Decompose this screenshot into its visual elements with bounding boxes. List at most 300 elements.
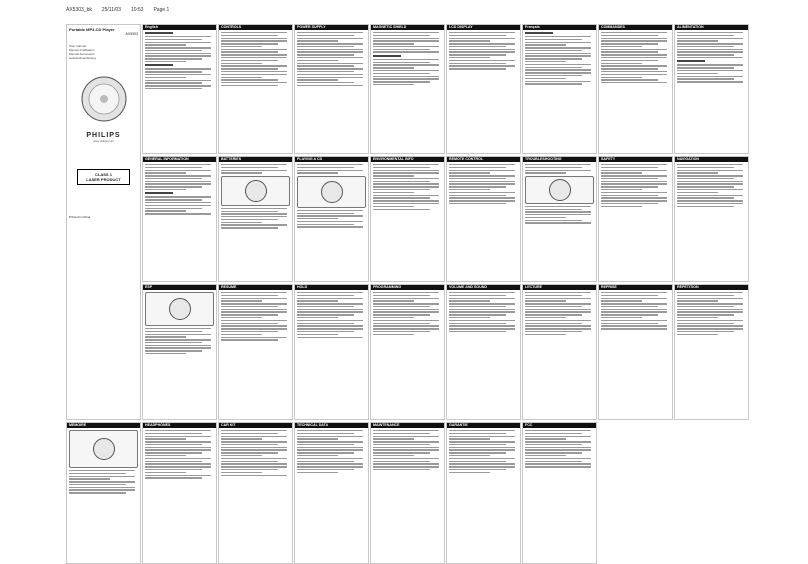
panel-5 — [522, 24, 597, 154]
cd-figure — [297, 176, 366, 208]
text-line — [525, 325, 591, 326]
text-line — [373, 292, 439, 293]
text-line — [297, 436, 363, 437]
cover-code: AX5303 — [125, 32, 138, 36]
text-line — [525, 306, 582, 307]
text-line — [677, 175, 743, 176]
text-line — [525, 331, 582, 332]
panel-title: HEADPHONES — [143, 423, 216, 428]
text-line — [221, 35, 278, 36]
text-line — [601, 306, 658, 307]
panel-3 — [370, 24, 445, 154]
text-line — [69, 473, 126, 474]
text-line — [449, 54, 506, 55]
text-line — [297, 328, 363, 329]
text-line — [221, 461, 278, 462]
text-line — [373, 38, 439, 39]
text-line — [449, 463, 515, 464]
headphones-figure — [69, 430, 138, 468]
text-line — [373, 35, 430, 36]
text-line — [449, 458, 515, 459]
text-line — [297, 295, 354, 296]
panel-title: LCD DISPLAY — [447, 25, 520, 30]
text-line — [601, 43, 658, 44]
panel-26 — [218, 422, 293, 564]
text-line — [221, 452, 278, 453]
text-line — [145, 88, 202, 89]
text-line — [677, 200, 743, 201]
text-line — [145, 44, 186, 45]
text-line — [145, 430, 211, 431]
text-line — [297, 224, 354, 225]
text-line — [601, 175, 667, 176]
text-line — [297, 458, 363, 459]
text-line — [525, 206, 591, 207]
text-line — [525, 209, 582, 210]
text-line — [145, 77, 186, 78]
text-line — [373, 306, 430, 307]
text-line — [297, 433, 354, 434]
text-line — [297, 438, 338, 439]
text-line — [145, 353, 186, 354]
text-line — [525, 438, 566, 439]
text-line — [221, 337, 287, 338]
battery-figure — [221, 176, 290, 206]
text-line — [677, 325, 743, 326]
text-line — [677, 40, 718, 41]
panel-title: MAINTENANCE — [371, 423, 444, 428]
text-line — [601, 314, 658, 315]
text-line — [145, 452, 202, 453]
text-line — [69, 492, 126, 493]
text-line — [525, 75, 582, 76]
text-line — [525, 461, 582, 462]
subheading — [525, 32, 553, 34]
cover-contents — [69, 44, 138, 60]
text-line — [297, 452, 354, 453]
text-line — [221, 469, 278, 470]
panel-title: BATTERIES — [219, 157, 292, 162]
text-line — [601, 68, 658, 69]
text-line — [601, 74, 667, 75]
text-line — [449, 331, 506, 332]
player-disc-icon — [93, 438, 115, 460]
text-line — [145, 170, 211, 171]
text-line — [677, 317, 718, 318]
text-line — [145, 58, 202, 59]
text-line — [297, 170, 363, 171]
text-line — [373, 438, 414, 439]
panel-6 — [598, 24, 673, 154]
text-line — [373, 183, 439, 184]
text-line — [449, 452, 506, 453]
text-line — [373, 441, 439, 442]
text-line — [373, 430, 439, 431]
text-line — [221, 224, 287, 225]
text-line — [677, 51, 743, 52]
text-line — [145, 455, 186, 456]
text-line — [677, 57, 743, 58]
text-line — [221, 32, 287, 33]
text-line — [449, 203, 506, 204]
text-line — [221, 339, 278, 340]
text-line — [145, 328, 211, 329]
panel-8 — [142, 156, 217, 282]
text-line — [69, 476, 135, 477]
text-line — [297, 311, 363, 312]
text-line — [525, 217, 566, 218]
text-line — [601, 203, 658, 204]
text-line — [449, 57, 490, 58]
text-line — [677, 295, 734, 296]
text-line — [373, 463, 439, 464]
text-line — [221, 292, 287, 293]
panel-29 — [446, 422, 521, 564]
text-line — [145, 336, 186, 337]
panel-title: REMOTE CONTROL — [447, 157, 520, 162]
text-line — [373, 203, 439, 204]
text-line — [145, 61, 186, 62]
panel-0 — [142, 24, 217, 154]
text-line — [373, 309, 439, 310]
text-line — [373, 303, 439, 304]
text-line — [525, 220, 582, 221]
text-line — [677, 206, 734, 207]
text-line — [677, 43, 743, 44]
text-line — [373, 300, 414, 301]
text-line — [449, 317, 490, 318]
text-line — [449, 197, 515, 198]
subheading — [145, 192, 173, 194]
text-line — [373, 195, 439, 196]
text-line — [525, 81, 591, 82]
text-line — [677, 203, 743, 204]
text-line — [373, 178, 439, 179]
text-line — [145, 53, 211, 54]
text-line — [221, 320, 287, 321]
text-line — [221, 306, 278, 307]
text-line — [145, 475, 211, 476]
text-line — [373, 206, 414, 207]
text-line — [677, 309, 743, 310]
text-line — [677, 70, 743, 71]
text-line — [221, 466, 287, 467]
text-line — [449, 63, 506, 64]
text-line — [297, 441, 363, 442]
text-line — [297, 472, 338, 473]
text-line — [677, 73, 718, 74]
text-line — [145, 342, 202, 343]
text-line — [297, 323, 354, 324]
panel-title: COMMANDES — [599, 25, 672, 30]
text-line — [373, 323, 430, 324]
text-line — [677, 197, 734, 198]
text-line — [297, 317, 338, 318]
text-line — [373, 186, 439, 187]
text-line — [373, 461, 430, 462]
text-line — [449, 175, 515, 176]
text-line — [373, 328, 439, 329]
text-line — [145, 172, 186, 173]
text-line — [601, 65, 667, 66]
text-line — [69, 481, 135, 482]
text-line — [373, 325, 439, 326]
panel-19 — [370, 284, 445, 420]
text-line — [373, 452, 430, 453]
text-line — [449, 455, 490, 456]
text-line — [221, 449, 287, 450]
text-line — [525, 50, 582, 51]
text-line — [601, 206, 642, 207]
text-line — [297, 46, 354, 47]
panel-14 — [598, 156, 673, 282]
text-line — [677, 76, 743, 77]
text-line — [449, 38, 515, 39]
display-figure — [525, 176, 594, 204]
text-line — [525, 53, 591, 54]
text-line — [221, 309, 287, 310]
text-line — [449, 43, 515, 44]
text-line — [221, 303, 287, 304]
text-line — [525, 222, 591, 223]
text-line — [601, 328, 667, 329]
text-line — [449, 430, 515, 431]
text-line — [373, 209, 430, 210]
text-line — [677, 181, 743, 182]
text-line — [525, 211, 591, 212]
panel-7 — [674, 24, 749, 154]
text-line — [525, 317, 566, 318]
panel-1 — [218, 24, 293, 154]
text-line — [601, 60, 658, 61]
text-line — [297, 298, 363, 299]
text-line — [677, 331, 734, 332]
text-line — [297, 51, 363, 52]
text-line — [449, 32, 515, 33]
text-line — [373, 449, 439, 450]
text-line — [373, 167, 430, 168]
text-line — [221, 438, 262, 439]
text-line — [601, 303, 667, 304]
text-line — [373, 43, 414, 44]
text-line — [677, 298, 743, 299]
text-line — [449, 449, 515, 450]
text-line — [677, 186, 734, 187]
panel-21 — [522, 284, 597, 420]
text-line — [373, 334, 414, 335]
text-line — [221, 298, 287, 299]
text-line — [373, 59, 439, 60]
text-line — [297, 461, 354, 462]
text-line — [373, 76, 439, 77]
text-line — [677, 64, 743, 65]
text-line — [677, 192, 718, 193]
text-line — [601, 46, 642, 47]
text-line — [297, 172, 338, 173]
text-line — [145, 196, 211, 197]
panel-title: TROUBLESHOOTING — [523, 157, 596, 162]
text-line — [221, 60, 278, 61]
text-line — [525, 172, 566, 173]
panel-title: TECHNICAL DATA — [295, 423, 368, 428]
text-line — [297, 210, 363, 211]
text-line — [677, 300, 718, 301]
panel-12 — [446, 156, 521, 282]
text-line — [297, 331, 354, 332]
text-line — [677, 54, 734, 55]
text-line — [373, 317, 414, 318]
text-line — [297, 85, 363, 86]
text-line — [525, 292, 591, 293]
text-line — [525, 447, 591, 448]
panel-16 — [142, 284, 217, 420]
text-line — [221, 458, 287, 459]
text-line — [449, 195, 506, 196]
text-line — [373, 181, 430, 182]
text-line — [449, 311, 515, 312]
text-line — [221, 170, 287, 171]
text-line — [601, 167, 658, 168]
panel-10 — [294, 156, 369, 282]
text-line — [145, 68, 211, 69]
text-line — [525, 466, 591, 467]
panel-title: HOLD — [295, 285, 368, 290]
text-line — [297, 449, 363, 450]
text-line — [449, 178, 506, 179]
text-line — [297, 337, 363, 338]
text-line — [145, 186, 202, 187]
text-line — [373, 81, 430, 82]
text-line — [525, 36, 591, 37]
text-line — [449, 181, 515, 182]
text-line — [145, 82, 202, 83]
text-line — [221, 216, 287, 217]
text-line — [297, 213, 354, 214]
text-line — [221, 463, 287, 464]
text-line — [601, 181, 667, 182]
text-line — [297, 79, 338, 80]
text-line — [145, 167, 202, 168]
text-line — [449, 300, 490, 301]
text-line — [677, 170, 743, 171]
text-line — [145, 202, 211, 203]
text-line — [525, 39, 582, 40]
text-line — [449, 60, 515, 61]
text-line — [601, 300, 642, 301]
text-line — [601, 32, 667, 33]
text-line — [297, 77, 363, 78]
text-line — [221, 447, 287, 448]
text-line — [525, 295, 582, 296]
text-line — [373, 447, 439, 448]
text-line — [297, 32, 363, 33]
text-line — [69, 489, 135, 490]
text-line — [525, 455, 566, 456]
text-line — [297, 65, 354, 66]
text-line — [449, 444, 506, 445]
cd-disc-icon — [169, 298, 191, 320]
text-line — [677, 178, 734, 179]
text-line — [297, 54, 354, 55]
text-line — [601, 317, 642, 318]
text-line — [525, 314, 582, 315]
text-line — [145, 438, 186, 439]
text-line — [677, 311, 743, 312]
text-line — [221, 54, 287, 55]
text-line — [449, 314, 506, 315]
text-line — [221, 314, 278, 315]
text-line — [601, 63, 642, 64]
text-line — [373, 298, 439, 299]
text-line — [297, 57, 363, 58]
text-line — [221, 334, 262, 335]
panel-title: RESUME — [219, 285, 292, 290]
panel-title: MEMOIRE — [67, 423, 140, 428]
text-line — [449, 469, 506, 470]
text-line — [525, 463, 591, 464]
text-line — [601, 183, 667, 184]
text-line — [145, 339, 211, 340]
text-line — [373, 175, 414, 176]
text-line — [373, 32, 439, 33]
text-line — [373, 46, 439, 47]
text-line — [525, 69, 591, 70]
text-line — [525, 61, 566, 62]
text-line — [449, 40, 490, 41]
text-line — [145, 463, 211, 464]
text-line — [221, 331, 278, 332]
text-line — [221, 211, 278, 212]
text-line — [601, 54, 667, 55]
subheading — [145, 32, 173, 34]
text-line — [449, 51, 515, 52]
text-line — [297, 303, 363, 304]
text-line — [145, 444, 202, 445]
text-line — [297, 43, 363, 44]
text-line — [677, 32, 743, 33]
text-line — [677, 167, 734, 168]
laser-label: CLASS 1 LASER PRODUCT — [77, 169, 130, 185]
text-line — [449, 172, 490, 173]
text-line — [449, 306, 506, 307]
text-line — [221, 295, 278, 296]
text-line — [525, 164, 591, 165]
text-line — [297, 218, 338, 219]
text-line — [297, 82, 354, 83]
text-line — [221, 63, 262, 64]
text-line — [373, 311, 439, 312]
text-line — [373, 466, 439, 467]
text-line — [525, 83, 582, 84]
text-line — [145, 164, 211, 165]
panel-9 — [218, 156, 293, 282]
text-line — [449, 46, 506, 47]
text-line — [221, 49, 287, 50]
text-line — [677, 303, 743, 304]
text-line — [601, 79, 658, 80]
cover-model: Portable MP3-CD Player — [69, 27, 115, 32]
text-line — [221, 219, 278, 220]
text-line — [145, 458, 211, 459]
text-line — [297, 71, 354, 72]
panel-title: CONTROLS — [219, 25, 292, 30]
text-line — [221, 222, 262, 223]
text-line — [449, 447, 515, 448]
text-line — [373, 200, 439, 201]
text-line — [297, 334, 338, 335]
text-line — [145, 71, 202, 72]
text-line — [373, 436, 439, 437]
